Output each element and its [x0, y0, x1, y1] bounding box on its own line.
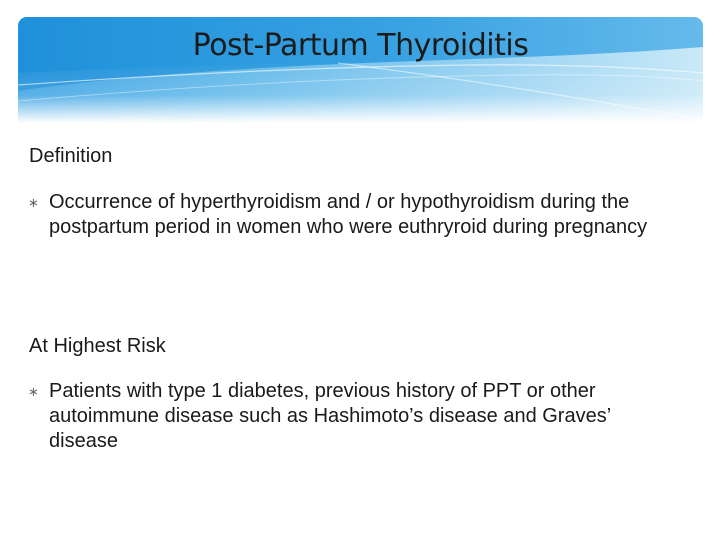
slide-title: Post-Partum Thyroiditis: [192, 28, 529, 63]
asterisk-bullet-icon: ∗: [28, 195, 39, 210]
bullet-text-highest-risk: Patients with type 1 diabetes, previous history of PPT or other autoimmune disease such as Hashimoto’s disease and Graves’ disease: [49, 380, 611, 452]
section-heading-highest-risk: At Highest Risk: [29, 335, 166, 357]
bullet-text-definition: Occurrence of hyperthyroidism and / or hypothyroidism during the postpartum period in women who were euthryroid during pregnancy: [49, 191, 648, 238]
section-heading-definition: Definition: [29, 145, 113, 167]
asterisk-bullet-icon: ∗: [28, 384, 39, 399]
